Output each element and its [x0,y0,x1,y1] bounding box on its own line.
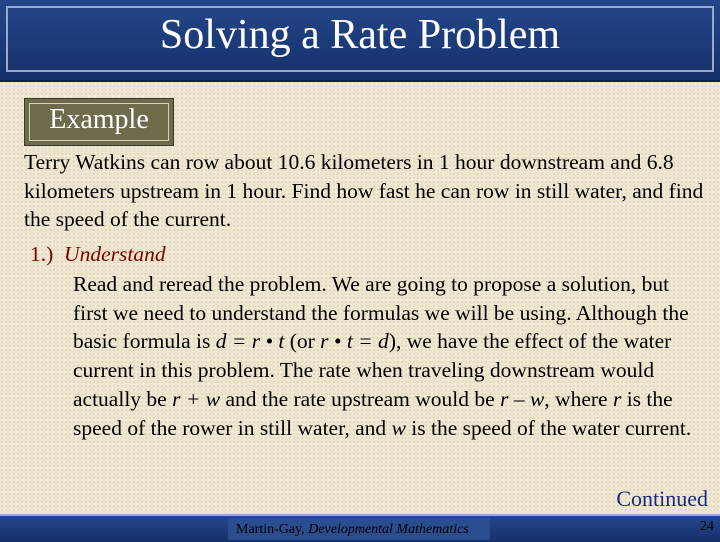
variable-r: r [612,386,622,411]
problem-text: Terry Watkins can row about 10.6 kilometers in 1 hour downstream and 6.8 kilometers upstream in 1 hour. Find how fast he can row in still water, and find the speed of the current. [24,150,704,232]
explanation-part: is the speed of the rower in still water, and [73,386,673,440]
step-number: 1.) [30,242,54,266]
formula-alt: r • t = d [320,329,389,354]
explanation-part: Read and reread the problem. We are going to propose a solution, but first we need to understand the formulas we will be using. Although the basic formula is [73,272,689,354]
explanation-part: is the speed of the water current. [405,415,692,440]
formula-downstream: r + w [172,386,221,411]
continued-label: Continued [616,486,708,511]
page-number: 24 [700,519,714,534]
explanation-part: (or [284,329,321,354]
variable-w: w [391,415,406,440]
example-box [24,98,174,146]
explanation-text [73,270,708,442]
title-bar [0,0,720,82]
explanation-part: , where [544,386,613,411]
explanation-part: and the rate upstream would be [220,386,501,411]
footer-book: Developmental Mathematics [308,522,469,537]
footer-citation [236,523,469,537]
step-name: Understand [64,242,166,266]
explanation-part: ), we have the effect of the water current in this problem. The rate when traveling downstream would actually be [73,329,672,411]
step-heading [30,240,166,269]
footer-author: Martin-Gay, [236,522,309,537]
formula-upstream: r – w [500,386,545,411]
slide-title: Solving a Rate Problem [159,12,561,58]
example-label: Example [49,104,149,135]
formula-basic: d = r • t [215,329,285,354]
